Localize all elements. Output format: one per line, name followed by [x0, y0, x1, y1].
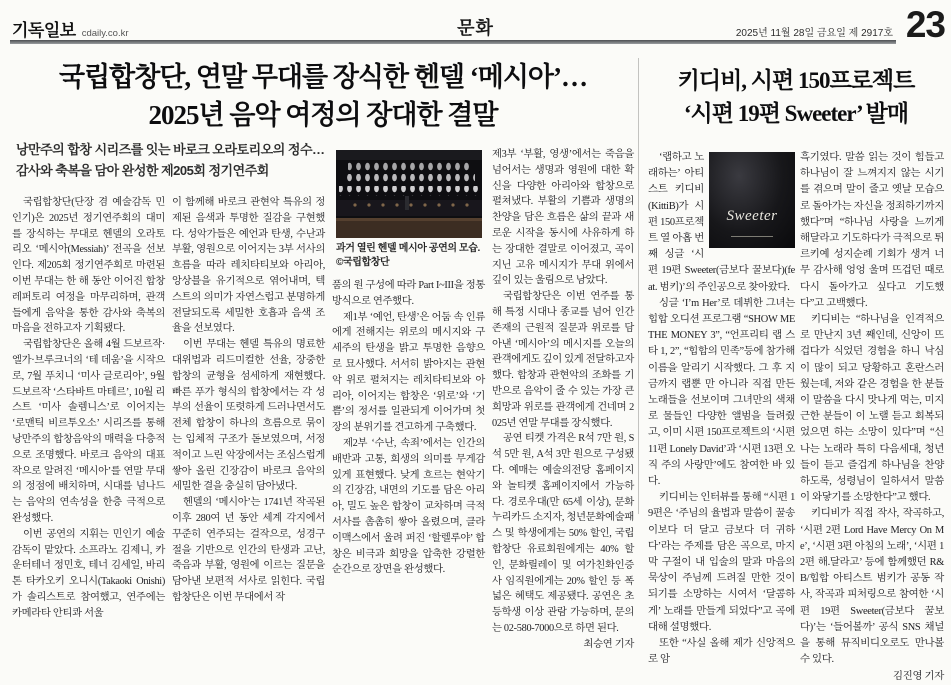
masthead-url: cdaily.co.kr: [81, 28, 129, 39]
section-title: 문화: [457, 18, 494, 38]
subtitle-line1: 낭만주의 합창 시리즈를 잇는 바로크 오라토리오의 정수…: [16, 142, 325, 157]
masthead-name: 기독일보: [12, 21, 76, 40]
side-headline-line1: 키디비, 시편 150프로젝트: [677, 68, 915, 93]
paragraph: 이번 공연의 지휘는 민인기 예술감독이 맡았다. 소프라노 김제니, 카운터테너 정민호, 테너 김세일, 바리톤 타카오키 오니시(Takaoki Onishi)가 솔리스트로 참여했고, 연주에는 카메라타 안티콰 서울: [12, 528, 165, 619]
main-article-column-3: [332, 278, 485, 578]
main-article-subtitle: [16, 139, 338, 181]
album-cover-image: [709, 152, 795, 248]
paragraph: 국립합창단(단장 겸 예술감독 민인기)은 2025년 정기연주회의 대미를 장식하는 무대로 헨델의 오라토리오 ‘메시아(Messiah)’ 전곡을 선보인다. 제205회 정기연주회로 마련된 이번 무대는 한 해 동안 이어진 합창 레퍼토리 여정을 마무리하며, 관객들에게 음악을 통한 감사와 축복의 마음을 전하고자 기획됐다.: [12, 197, 165, 335]
main-headline-line1: 국립합창단, 연말 무대를 장식한 헨델 ‘메시아’…: [59, 62, 587, 92]
paragraph: 품의 원 구성에 따라 Part I~III을 정통 방식으로 연주했다.: [332, 280, 485, 307]
paragraph: 이번 무대는 헨델 특유의 명료한 대위법과 리드미컬한 선율, 장중한 합창의 균형을 섬세하게 재현했다. 빠른 푸가 형식의 합창에서는 각 성부의 선율이 또렷하게 드러나면서도 전체 합창이 하나의 흐름으로 묶이는 입체적 구조가 돋보였으며, 서정적이고 느린 악장에서는 조심스럽게 쌓아 올린 긴장감이 바로크 음악의 세밀한 결을 충실히 담아냈다.: [172, 339, 325, 493]
paragraph: 국립합창단은 이번 연주를 통해 특정 시대나 종교를 넘어 인간 존재의 근원적 질문과 위로를 담아낸 ‘메시아’의 메시지를 오늘의 관객에게도 깊이 있게 전달하고자 했다. 합창과 관현악의 조화를 기반으로 음악이 줄 수 있는 가장 큰 희망과 위로를 관객에게 건네며 2025년 연말 무대를 장식했다.: [492, 291, 634, 429]
side-article-headline: [646, 64, 946, 130]
side-article-column-2: [800, 150, 944, 685]
paragraph: 제1부 ‘예언, 탄생’은 어둠 속 인류에게 전해지는 위로의 메시지와 구세주의 탄생을 밝고 투명한 음향으로 묘사했다. 서서히 밝아지는 관현악 위로 펼쳐지는 레치타티보와 아리아, 이어지는 합창은 ‘위로’와 ‘기쁨’의 정서를 일관되게 이어가며 첫 장의 분위기를 견고하게 구축했다.: [332, 311, 485, 434]
paragraph: 또한 “사실 올해 제가 신앙적으로 암: [648, 638, 795, 666]
issue-date: 2025년 11월 28일 금요일 제 2917호: [735, 28, 893, 39]
side-headline-line2: ‘시편 19편 Sweeter’ 발매: [683, 101, 909, 126]
side-article-column-1: [648, 150, 795, 669]
paragraph: 흑기였다. 말씀 읽는 것이 힘들고 하나님이 잘 느껴지지 않는 시기를 겪으며 말이 줄고 옛날 모습으로 돌아가는 자신을 정죄하기까지 했다”며 “하나님 사랑을 느끼게 해달라고 기도하다가 극적으로 튀르키예 성지순례 기회가 생겨 너무 감사해 엉엉 울며 뜨겁던 때로 다시 돌아가고 싶다고 기도했다”고 고백했다.: [800, 152, 944, 309]
main-article-column-4: [492, 147, 634, 653]
main-article-byline: 최승연 기자: [583, 638, 634, 650]
paragraph: 헨델의 ‘메시아’는 1741년 작곡된 이후 280여 년 동안 세계 각지에서 꾸준히 연주되는 걸작으로, 성경구절을 기반으로 인간의 탄생과 고난, 죽음과 부활, 영원에 이르는 질문을 담아낸 보편적 서사로 읽힌다. 국립합창단은 이번 무대에서 작: [172, 497, 325, 603]
photo-caption: 과거 열린 헨델 메시아 공연의 모습. ©국립합창단: [336, 243, 480, 268]
header-rule: [10, 40, 896, 44]
page-number: 23: [905, 4, 945, 45]
main-headline-line2: 2025년 음악 여정의 장대한 결말: [148, 100, 498, 130]
main-article-column-1: [12, 195, 165, 622]
paragraph: 제3부 ‘부활, 영생’에서는 죽음을 넘어서는 생명과 영원에 대한 확신을 다양한 아리아와 합창으로 펼쳐냈다. 부활의 기쁨과 생명의 찬양을 담은 흐름은 삶의 끝과 새로운 시작을 동시에 사유하게 하는 장대한 결말로 이어졌고, 곡이 지닌 고유 메시지가 무대 위에서 깊이 있는 울림으로 남았다.: [492, 149, 634, 287]
paragraph: 싱글 ‘I’m Her’로 데뷔한 그녀는 힙합 오디션 프로그램 “SHOW ME THE MONEY 3”, “언프리티 랩 스타 1, 2”, “힙합의 민족”등에 참가해 이름을 알리기 시작했다. 그 후 지금까지 랩뿐 만 아니라 직접 만든 노래들을 선보이며 그녀만의 색채로 물들인 다양한 앨범을 들려줬고, 이미 시편 150프로젝트의 ‘시편 11편 Lonely David’과 ‘시편 13편 오직 주의 사랑만’에도 참여한 바 있다.: [648, 297, 795, 488]
paragraph: 국립합창단은 올해 4월 드보르작·엘가·브루크너의 ‘테 데움’을 시작으로, 7월 푸치니 ‘미사 글로리아’, 9월 드보르작 ‘스타바트 마테르’, 10월 리스트 ‘미사 솔렘니스’로 이어지는 ‘로맨틱 비르투오소’ 시리즈를 통해 낭만주의 합창음악의 매력을 다층적으로 조명했다. 바로크 음악의 대표작으로 알려진 ‘메시아’를 연말 무대의 정점에 배치하며, 시대를 넘나드는 음악의 연속성을 한층 극적으로 완성했다.: [12, 339, 165, 524]
paragraph: 키디비는 인터뷰를 통해 “시편 19편은 ‘주님의 율법과 말씀이 꿀송이보다 더 달고 금보다 더 귀하다’라는 주제를 담은 곡으로, 마지막 구절이 내 입술의 말과 마음의 묵상이 주님께 드려질 만한 것이 되기를 소망하는 시여서 ‘달콤하게’ 노래를 만들게 되었다”고 곡에 대해 설명했다.: [648, 492, 795, 633]
subtitle-line2: 감사와 축복을 담아 완성한 제205회 정기연주회: [16, 163, 269, 178]
concert-photo: [336, 150, 482, 238]
paragraph: 공연 티켓 가격은 R석 7만 원, S석 5만 원, A석 3만 원으로 구성됐다. 예매는 예술의전당 홈페이지와 놀티켓 홈페이지에서 가능하다. 경로우대(만 65세 이상), 문화누리카드 소지자, 청년문화예술패스 및 학생에게는 50% 할인, 국립합창단 유료회원에게는 40% 할인, 문화릴레이 및 여가친화인증사 임직원에게는 20% 할인 등 폭넓은 혜택도 제공됐다. 공연은 초등학생 이상 관람 가능하며, 문의는 02-580-7000으로 하면 된다.: [492, 433, 634, 634]
album-title-text: Sweeter: [726, 208, 778, 224]
main-article-headline: [12, 58, 634, 134]
article-divider: [638, 58, 639, 514]
concert-photo-image: [336, 150, 482, 238]
paragraph: ‘랩하고 노래하는’ 아티스트 키디비(KittiB)가 시편 150프로젝트 열 아홉 번째 싱글 ‘시편 19편 Sweeter(금보다 꿀보다)(feat. 범키)’의 주인공으로 찾아왔다.: [648, 152, 795, 293]
album-decor-line: [731, 236, 773, 237]
paragraph: 이 함께해 바로크 관현악 특유의 정제된 음색과 투명한 질감을 구현했다. 성악가들은 예언과 탄생, 수난과 부활, 영원으로 이어지는 3부 서사의 흐름을 따라 레치타티보와 아리아, 앙상블을 유기적으로 엮어내며, 텍스트의 의미가 자연스럽고 분명하게 전달되도록 세밀한 호흡과 음색 조율을 선보였다.: [172, 197, 325, 335]
paragraph: 키디비는 “하나님을 인격적으로 만난지 3년 째인데, 신앙이 뜨겁다가 식었던 경험을 하니 낙심이 많이 되고 당황하고 혼란스러웠는데, 저와 같은 경험을 한 분들이 말씀을 다시 맛나게 먹는, 미지근한 분들이 이 노랠 듣고 회복되었으면 하는 소망이 있다”며 “신나는 노래라 특히 다음세대, 청년들이 듣고 즐겁게 하나님을 찬양하도록, 성령님이 일하셔서 말씀이 와닿기를 소망한다”고 했다.: [800, 314, 944, 504]
paragraph: 키디비가 직접 작사, 작곡하고, ‘시편 2편 Lord Have Mercy On Me’, ‘시편 3편 아침의 노래’, ‘시편 12편 해.달라고’ 등에 함께했던 R&B/힙합 아티스트 범키가 공동 작사, 작곡과 피처링으로 참여한 ‘시편 19편 Sweeter(금보다 꿀보다)’는 ‘들어볼까’ 공식 SNS 채널을 통해 뮤직비디오로도 만나볼 수 있다.: [800, 508, 944, 666]
main-article-column-2: [172, 195, 325, 606]
side-article-byline: 김진영 기자: [893, 670, 944, 682]
paragraph: 제2부 ‘수난, 속죄’에서는 인간의 배반과 고통, 희생의 의미를 무게감 있게 표현했다. 낮게 흐르는 현악기의 긴장감, 내면의 기도를 담은 아리아, 밀도 높은 합창이 교차하며 극적 서사를 촘촘히 쌓아 올렸으며, 클라이맥스에서 울려 퍼진 ‘할렐루야’ 합창은 비극과 희망을 압축한 강렬한 순간으로 장면을 완성했다.: [332, 437, 485, 576]
